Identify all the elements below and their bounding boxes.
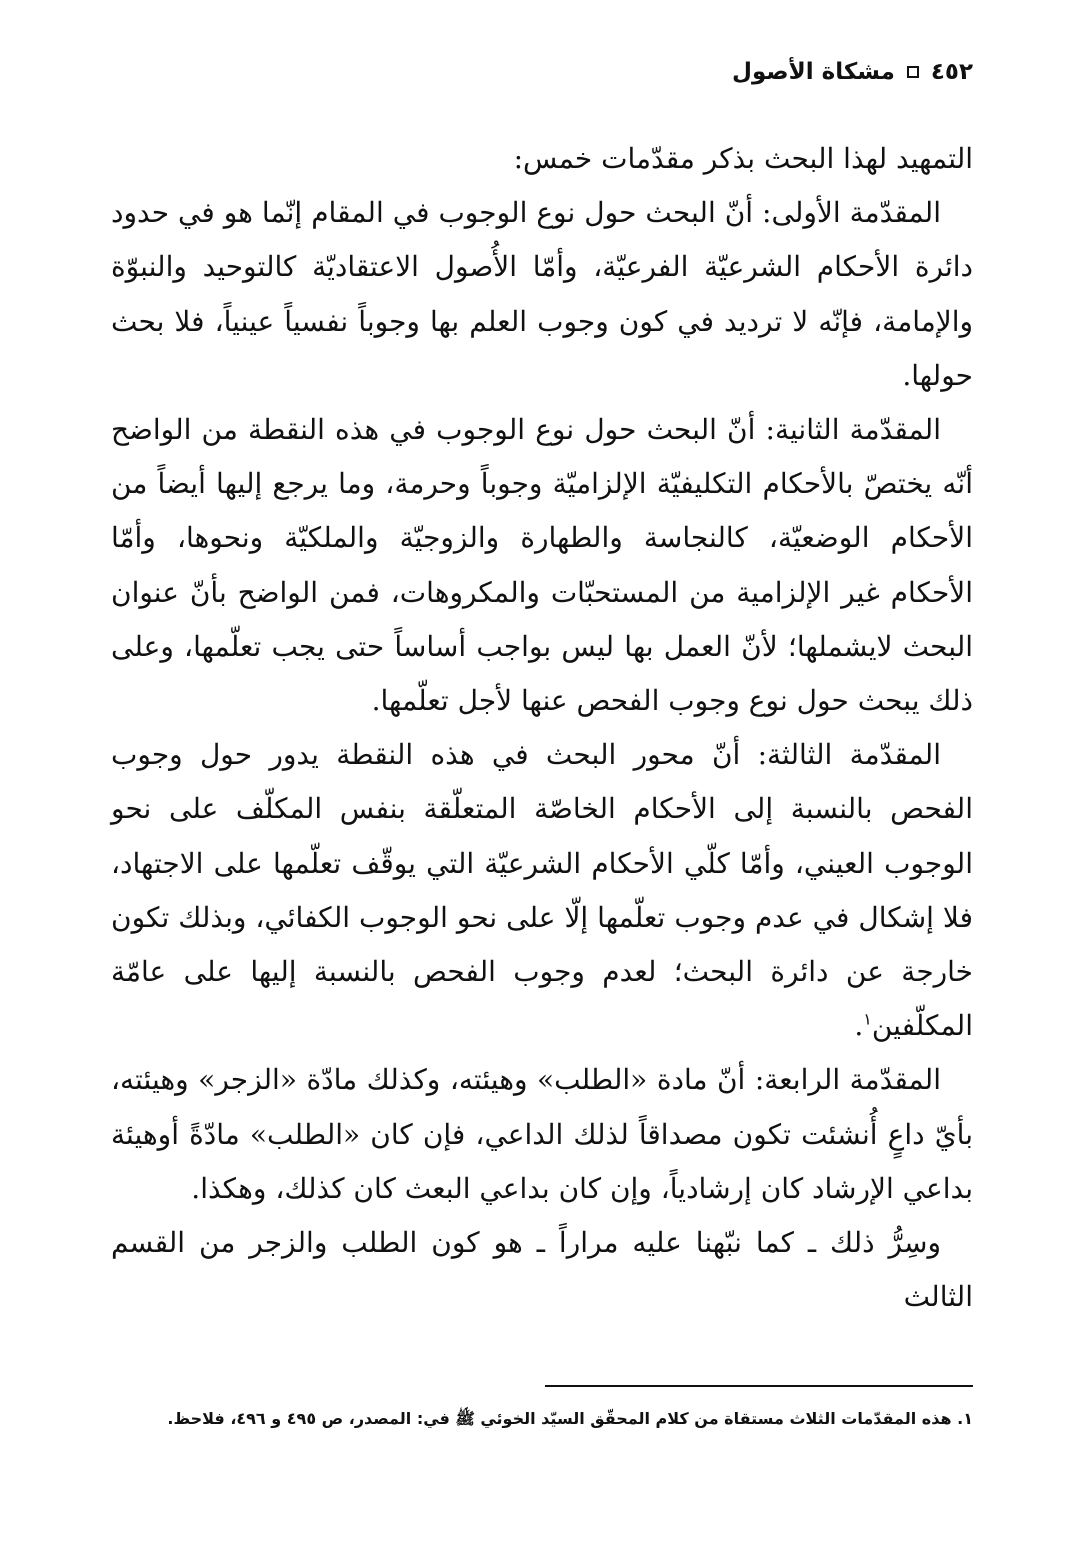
running-head	[732, 52, 973, 92]
footnote: ١. هذه المقدّمات الثلاث مستقاة من كلام المحقّق السيّد الخوئي ﷺ في: المصدر، ص ٤٩٥ و ٤٩٦، فلاحظ.	[167, 1409, 973, 1428]
intro-paragraph: التمهيد لهذا البحث بذكر مقدّمات خمس:	[513, 142, 973, 175]
continuation-paragraph: وسِرُّ ذلك ـ كما نبّهنا عليه مراراً ـ هو كون الطلب والزجر من القسم الثالث	[111, 1226, 973, 1314]
body-text	[111, 132, 973, 1324]
premise-4-paragraph: المقدّمة الرابعة: أنّ مادة «الطلب» وهيئته، وكذلك مادّة «الزجر» وهيئته، بأيّ داعٍ أُنشئت تكون مصداقاً لذلك الداعي، فإن كان «الطلب» مادّةً أوهيئة بداعي الإرشاد كان إرشادياً، وإن كان بداعي البعث كان كذلك، وهكذا.	[111, 1063, 973, 1205]
footnote-reference[interactable]: ١	[863, 1009, 872, 1029]
footnote-divider	[545, 1385, 973, 1387]
page-number: ٤٥٢	[930, 59, 973, 85]
premise-3-end: .	[854, 1009, 864, 1043]
square-separator-icon	[907, 66, 919, 78]
book-title: مشكاة الأصول	[732, 59, 895, 85]
premise-1-paragraph: المقدّمة الأولى: أنّ البحث حول نوع الوجوب في المقام إنّما هو في حدود دائرة الأحكام الشرعيّة الفرعيّة، وأمّا الأُصول الاعتقاديّة كالتوحيد والنبوّة والإمامة، فإنّه لا ترديد في كون وجوب العلم بها وجوباً نفسياً عينياً، فلا بحث حولها.	[111, 196, 973, 392]
premise-3-text: المقدّمة الثالثة: أنّ محور البحث في هذه النقطة يدور حول وجوب الفحص بالنسبة إلى الأحكام الخاصّة المتعلّقة بنفس المكلّف على نحو الوجوب العيني، وأمّا كلّي الأحكام الشرعيّة التي يوقّف تعلّمها على الاجتهاد، فلا إشكال في عدم وجوب تعلّمها إلّا على نحو الوجوب الكفائي، وبذلك تكون خارجة عن دائرة البحث؛ لعدم وجوب الفحص بالنسبة إليها على عامّة المكلّفين	[111, 738, 973, 1043]
premise-3-paragraph	[111, 728, 973, 1053]
premise-2-paragraph: المقدّمة الثانية: أنّ البحث حول نوع الوجوب في هذه النقطة من الواضح أنّه يختصّ بالأحكام التكليفيّة الإلزاميّة وجوباً وحرمة، وما يرجع إليها أيضاً من الأحكام الوضعيّة، كالنجاسة والطهارة والزوجيّة والملكيّة ونحوها، وأمّا الأحكام غير الإلزامية من المستحبّات والمكروهات، فمن الواضح بأنّ عنوان البحث لايشملها؛ لأنّ العمل بها ليس بواجب أساساً حتى يجب تعلّمها، وعلى ذلك يبحث حول نوع وجوب الفحص عنها لأجل تعلّمها.	[111, 413, 974, 718]
